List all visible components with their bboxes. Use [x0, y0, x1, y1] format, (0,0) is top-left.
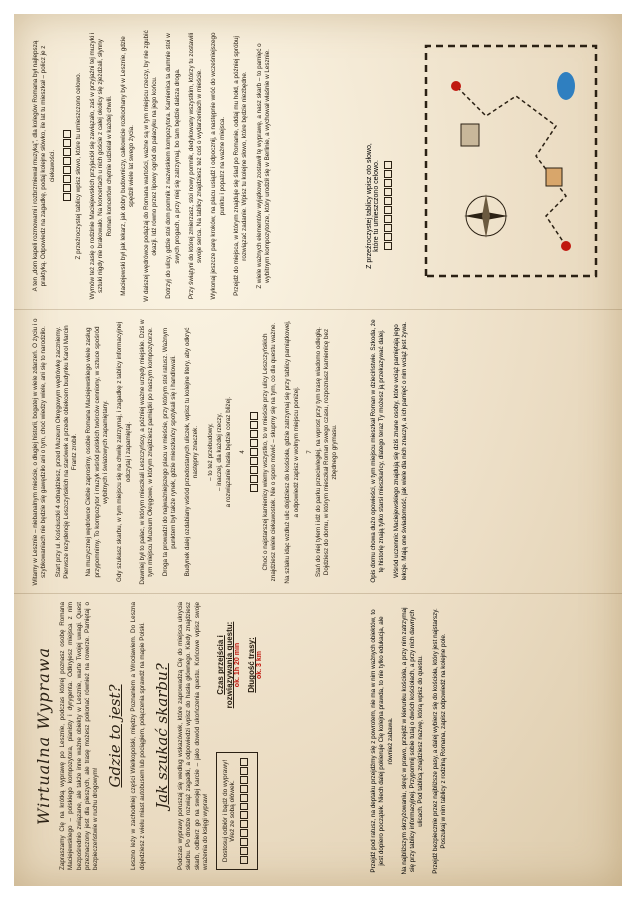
where-text: Leszno leży w zachodniej części Wielkopolski, między Poznaniem a Wrocławiem. Do Leszna dojedziesz z wielu miast autobusem lub pociągiem, połączenia sprawdź na mapie Polski. [130, 602, 146, 870]
map-verse-c: Przejdź bezpiecznie przez najbliższe pasy, a dalej wybierz się do kościoła, który jest najstarszy. Poszukaj w nim tablicy z rodziną Romana, zapisz odpowiedź na kolejne pole. [431, 608, 448, 874]
verse-2: Start przy ul. Kościuszki 4 odnajdziesz, przed Muzeum Okręgowym wędrówkę zaczniemy. Pierwsze rezydencję Leszczyńskich na starówek a przede obiekcem budynku Karol Marcin Frantz zrobił. [54, 325, 79, 579]
sub-line-c: a rozwiązanie hasła będzie coraz bliżej. [225, 396, 233, 508]
answer-label: Dostosuj odbiór i bądź do wyprawy! Weź ze sobą ołówek. [222, 759, 237, 863]
start-marker-icon [561, 241, 571, 251]
map-text-col-2 [370, 316, 415, 586]
finish-marker-icon [451, 81, 461, 91]
sub-line-b: – inaczej, dla każdej rzeczy, [216, 413, 224, 491]
answer-grid-4[interactable] [384, 116, 392, 296]
time-label: Czas przejścia i rozwiązywania questu: [216, 621, 235, 709]
map-verse-b: Na najbliższym skrzyżowaniu, skręć w prawo, przejdź w kierunku kościoła, a przy nim zatrzymaj się przy tablicy informacyjnej. Przypomnij sobie tutaj o dwóch kościołach, a przy nich dawnych ulicach. Pod tablicą znajdziesz nazwę, którą wpisz do questu. [400, 607, 425, 875]
compass-icon [464, 194, 508, 238]
length-value: ok. 3 km [256, 651, 264, 680]
building-icon [461, 124, 479, 146]
logo: Wirtualna Wyprawa [34, 646, 53, 826]
number-label-b: 7 [306, 450, 313, 454]
answer-grid-2[interactable] [250, 318, 258, 586]
verse-10: Stań do niej tyłem i idź do parku przeciwległej, na wprost przy tym trasę wiadomo odległą. Dojdziesz do domu, w którym mieszkał Roman swego czasu, rozpoznasz kamienicę bez zbędnego grymasu. [314, 327, 339, 577]
how-text: Podczas wyprawy poruszaj się według wskazówek, które zaprowadzą Cię do miejsca ukrycia skarbu. Po drodze rozwiąż zagadki, a odpowiedzi wpisz do hasła głównego. Kiedy znajdziesz skarb, odbierz go na swojej karcie – jako dowód ukończenia questu. Końcowe wpisz swoje wrażenia do księgi wypraw! [177, 602, 209, 870]
treasure-map [416, 36, 606, 286]
heading-where: Gdzie to jest? [106, 684, 125, 788]
map-verse-a: Przejdź pod ratusz, na deptaku przejdźmy się z powrotem, nie ma w nim ważnych obiektów, to jest dopiero początek. Niech dalej pokieruje Cię kolejna prawda, to nie tylko edukacja, ale również zabawa. [370, 609, 394, 873]
verse-5: Dawniej był to pałac, w którym mieszkali Leszczyńscy, a później ważne urzędy miejskie. Dziś w tym miejscu Muzeum Okręgowe, w którym znajdziesz pamiątki po naszym kompozytorze. [138, 319, 155, 585]
info-area [216, 602, 336, 870]
verse-f: Przy świątyni do której zmierzasz, stoi nowy pomnik, dedykowany wszystkim, którzy tu zostawili swoje serca. Na tablicy znajdziesz też coś o wydarzeniach w mieście. [187, 32, 204, 300]
verse-6: Droga ta prowadzi do najważniejszego placu w mieście, przy którym stoi ratusz. Ważnym punktem był także rynek, gdzie mieszkańcy spotykali się i handlowali. [161, 327, 177, 577]
map-verse-e: Wśród uczennic Maciejewskiego znajdują się dziś znane osoby, które wciąż pamiętają jego lekcje. Mają one świadomość, jak wiele dla nich znaczył, a ich pamięć o nim wciąż jest żywa. [392, 321, 408, 581]
time-value: ok. 1h 20 min [234, 642, 242, 688]
verse-e: Dotrzyj do ulicy, gdzie stoi dom pomnik z nazwiskiem kompozytora. Kamienica ta dumnie stoi w swych progach, a przy niej się zatrzymaj, bo tam będzie dalsza droga. [165, 33, 181, 299]
lake-icon [557, 72, 575, 100]
answer-frame [216, 752, 258, 870]
church-icon [546, 168, 562, 186]
answer-grid[interactable] [240, 758, 248, 864]
sub-line-a: – to też przebudowy, [206, 423, 214, 481]
map-area [356, 16, 622, 306]
verse-1: Witamy w Lesznie – niebanalnym mieście, o długiej historii, bogatej w wiele zdarzeń. O życiu i o szybkowaniach nie będzie się gawędziło ani o tym, choć wiedzy wiele, ani się to narodziło. [32, 318, 48, 586]
verse-i: Z wiele ważnych elementów wyjątkowy zostawił tę wyprawę, a nasz skarb – to pamięć o wybitnym kompozytorze, który urodził się w Berlinie, a wychował właśnie w Lesznie. [255, 43, 271, 289]
box-title: Z przeźroczystej tablicy wpisz oto słowo, [366, 143, 373, 269]
map-text-col-1 [370, 606, 454, 876]
verse-9: Na szlaku idąc wzdłuż ulic dojdziesz do kościoła, gdzie zatrzymaj się przy tablicy pamiątkowej, a odpowiedź zapisz w wolnym miejscu poniżej. [284, 320, 300, 584]
verse-top: A ten „dom kapeli rozmowami i rozbrzmiewał muzyką", dla kolegów Romana był najlepszą praktyką. Odpowiedz na zagadkę, podaj kolejne słówko, ile lat tu mieszkał – policz je z ciekawości. [32, 40, 56, 292]
intro-text: Zapraszamy Cię na krótką wyprawę po Lesznie, podczas której poznasz osobę Romana Maciejewskiego – polskiego kompozytora, pianisty i dyrygenta. Odkryjesz miejsca z nim bezpośrednio związane, ale także inne ważne obiekty w Lesznie, warte Twojej uwagi. Quest przeznaczony jest dla pieszych, ale trasę możesz pokonać również na rowerze. Pamiętaj o bezpieczeństwie w ruchu drogowym! [59, 602, 100, 870]
verse-b: Wymów też zasię o rodzinie Maciejewskich przyjaciół się zawiązało, zaś w przyjaźni tej muzyki i sztuki nigdy nie brakowało. Na koncertach u nich goście z całej okolicy się zjeżdżali, słynny Roman koncertów chętnie udzielał w każdej chwili. [89, 32, 113, 300]
verse-4: Gdy szukasz skarbu, w tym miejscu się na chwilę zatrzymaj, i zagadkę z tablicy informacyjnej odczytaj i zapamiętaj. [116, 322, 132, 583]
quest-info [216, 610, 263, 720]
verse-c: Maciejewski był jak lekarz, jak dobry budowniczy, całkowicie rozkochany był w Lesznie, gdzie spędził wiele lat swego życia. [120, 36, 136, 296]
length-label: Długość trasy: [247, 637, 257, 693]
map-verse-d: Opis domu chowa dużo opowieści, w tym miejscu mieszkał Roman w dzieciństwie. Szkoda, że tę historię znają tylko starsi mieszkańcy, dlatego teraz Ty możesz ją przekazywać dalej. [370, 319, 386, 583]
route-path [456, 86, 566, 246]
verse-3: Na muzycznej wędrówce Ciebie zaprosimy, osobie Romana Maciejewskiego wiele zasług przypomnimy. To kompozytor i muzyk wśród polskich twórców cenniony, w sztuce spośród wybitnych i światowych zapamiętany. [85, 326, 110, 578]
verse-d: W dalszej wędrówce podążaj do Romana wartości, ważne są w tym miejscu rzeczy, by nie zgubić okazji. Idź równo przez lipowy ogród do pałacyku na jego końcu. [142, 30, 158, 302]
verse-g: Wykonaj jeszcze parę kroków, na placu usiądź i odpocznij, a następnie wróć do wcześniejszego punktu i popatrz na ważne miejsca. [210, 32, 226, 300]
heading-how: Jak szukać skarbu? [153, 663, 172, 809]
verse-a: Z przeźroczystej tablicy wpisz słowo, które tu umieszczono celowo. [74, 72, 82, 260]
verse-h: Przejdź do miejsca, w którym znajduje się ślad po Romanie, oddaj mu hołd, a później spróbuj rozwiązać zadanie. Wpisz tu kolejne słowo, które będzie niezbędne. [233, 36, 249, 296]
answer-grid-3[interactable] [63, 30, 71, 302]
verse-7: Budynek dalej ozdabiany wśród przedostanych uliczek, wpisz tu kolejne litery, aby odkryć następny znaczek. [184, 327, 200, 577]
map-panel-rotated [356, 14, 622, 886]
box-sub: które tu umieszczono celowo. [373, 160, 380, 252]
verse-8: Choć o najstarszej kamienicy wiemy wszystko, to w mieście przy ulicy Leszczyńskich znajdziesz wiele ciekawostek. Nie o sporo mówić – skupmy się na tym, co dla questu ważne. [261, 322, 277, 582]
box-caption [366, 116, 396, 296]
number-label-a: 4 [239, 450, 246, 454]
map-panel [356, 14, 622, 886]
